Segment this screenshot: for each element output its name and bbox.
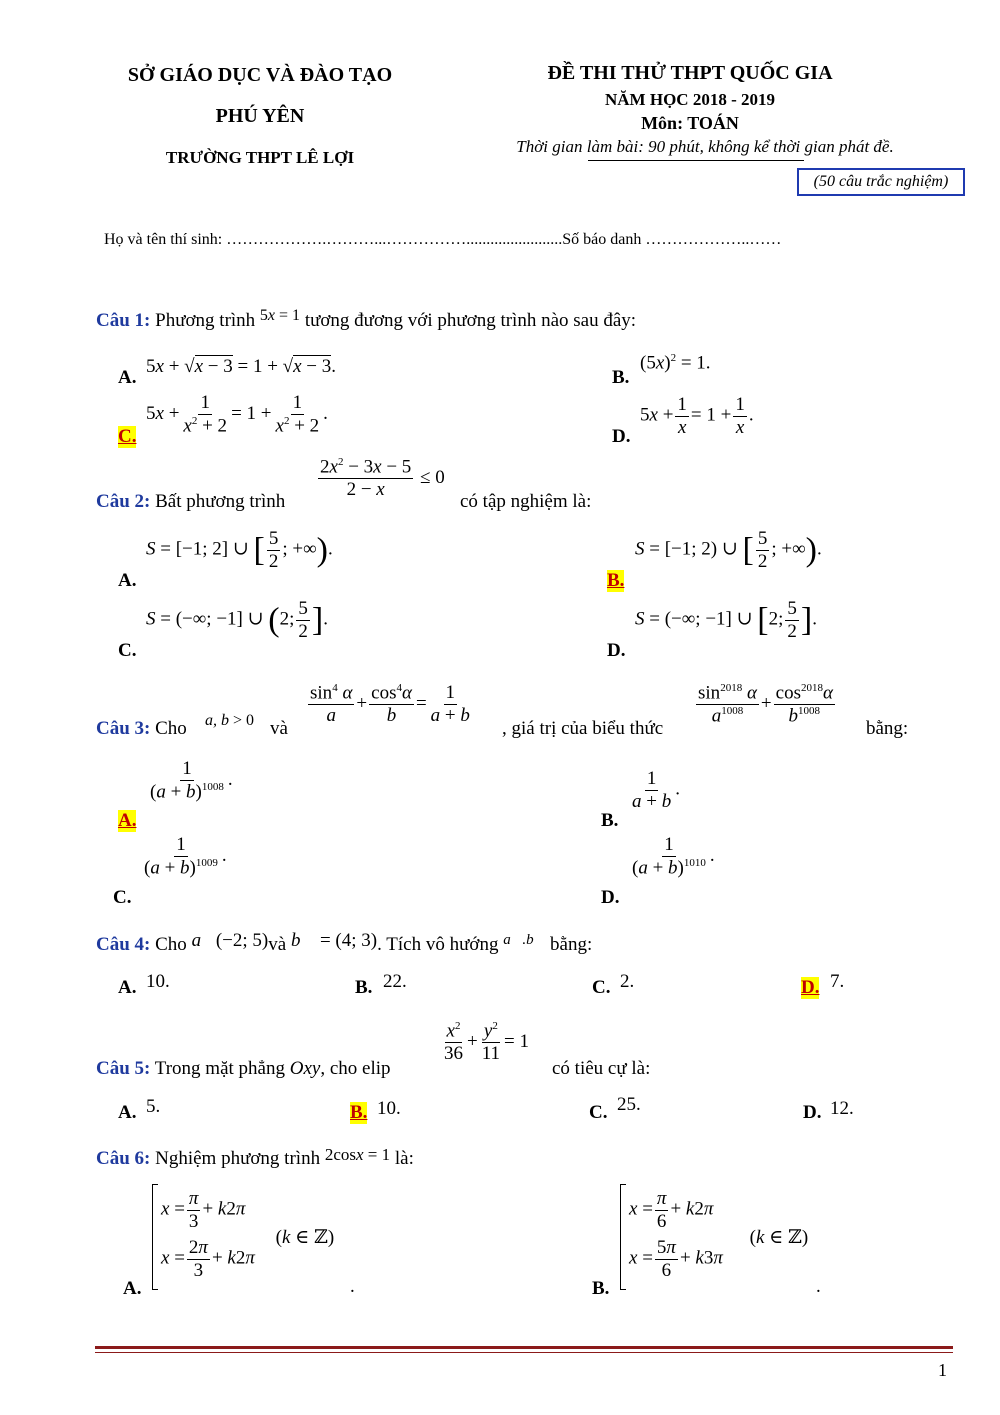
q5-option-c: 25. — [617, 1094, 641, 1115]
question-5-tail: có tiêu cự là: — [552, 1058, 651, 1079]
dept-name: SỞ GIÁO DỤC VÀ ĐÀO TẠO — [127, 64, 393, 86]
q6-option-a-period: . — [350, 1276, 355, 1297]
q5-option-d: 12. — [830, 1098, 854, 1119]
q3-expression: $\frac{\sin^{2018} \alpha}{a^{1008}}$ + $\frac{\cos^{2018}\alpha}{b^{1008}}$ — [698, 682, 833, 727]
q4-option-b-letter: B. — [355, 977, 373, 998]
q3-conj: và — [270, 718, 288, 739]
q3-mid: , giá trị của biểu thức — [502, 718, 664, 739]
question-3-label: Câu 3: — [96, 718, 151, 739]
q2-option-b-letter: B. — [607, 570, 625, 591]
question-1-label: Câu 1: — [96, 310, 151, 331]
province-name: PHÚ YÊN — [215, 105, 305, 127]
q3-option-a: $\frac{1}{(a + b)^{1008}}$ . — [150, 758, 233, 803]
question-6: Câu 6: Nghiệm phương trình 2cosx = 1 là: — [96, 1145, 414, 1169]
q4-vector-b: b⃗ = (4; 3) — [290, 930, 378, 951]
q1-option-b: $(5x)^2 = 1$. — [640, 352, 711, 374]
q4-option-d-letter: D. — [801, 977, 820, 998]
q4-option-a: 10. — [146, 971, 170, 992]
q1-option-d: 5x + $\frac{1}{x}$ = 1 + $\frac{1}{x}$ . — [640, 394, 754, 438]
q5-option-a-letter: A. — [118, 1102, 137, 1123]
q5-option-d-letter: D. — [803, 1102, 822, 1123]
q4-vector-a: a⃗(−2; 5) — [191, 930, 269, 951]
q1-option-c-letter: C. — [118, 426, 137, 447]
q2-inequality: $\frac{2x^2 - 3x - 5}{2 - x}$ ≤ 0 — [320, 456, 445, 501]
q3-option-d-letter: D. — [601, 887, 620, 908]
question-5-text: Câu 5: Trong mặt phẳng Oxy, cho elip — [96, 1058, 391, 1079]
header-underline — [588, 160, 804, 161]
question-2-text: Câu 2: Bất phương trình — [96, 491, 286, 512]
footer-rule-thin — [95, 1352, 953, 1353]
q4-option-b: 22. — [383, 971, 407, 992]
q1-option-a-letter: A. — [118, 367, 137, 388]
question-2-tail: có tập nghiệm là: — [460, 491, 592, 512]
q3-option-c: $\frac{1}{(a + b)^{1009}}$ . — [144, 834, 227, 879]
footer-rule-thick — [95, 1346, 953, 1349]
candidate-info-line: Họ và tên thí sinh: ……………….………...……………........................Số báo danh ………………..…… — [104, 231, 782, 248]
q2-option-d-letter: D. — [607, 640, 626, 661]
q3-option-a-letter: A. — [118, 810, 137, 831]
q3-option-b-letter: B. — [601, 810, 619, 831]
q2-option-a: S = [−1; 2] ∪ [ $\frac{5}{2}$ ; +∞). — [146, 528, 333, 572]
q5-option-b-letter: B. — [350, 1102, 368, 1123]
q1-option-d-letter: D. — [612, 426, 631, 447]
question-3-text: Câu 3: Cho — [96, 718, 187, 739]
q1-option-b-letter: B. — [612, 367, 630, 388]
q2-option-c-letter: C. — [118, 640, 137, 661]
page-number: 1 — [938, 1360, 947, 1380]
q6-option-b: x = $\frac{\pi}{6}$ + k2π x = $\frac{5\pi}{6}$ + k3π (k ∈ ℤ) — [620, 1184, 808, 1290]
question-6-label: Câu 6: — [96, 1148, 151, 1169]
q4-option-a-letter: A. — [118, 977, 137, 998]
q4-option-c: 2. — [620, 971, 635, 992]
q4-option-c-letter: C. — [592, 977, 611, 998]
q6-option-b-letter: B. — [592, 1278, 610, 1299]
q6-option-b-period: . — [816, 1276, 821, 1297]
q3-condition: a, b > 0 — [205, 712, 255, 729]
q3-option-c-letter: C. — [113, 887, 132, 908]
question-1: Câu 1: Phương trình $^{5x = 1}$ tương đương với phương trình nào sau đây: — [96, 307, 637, 331]
q3-option-d: $\frac{1}{(a + b)^{1010}}$ . — [632, 834, 715, 879]
q2-option-b: S = [−1; 2) ∪ [ $\frac{5}{2}$ ; +∞). — [635, 528, 822, 572]
question-5-label: Câu 5: — [96, 1058, 151, 1079]
q5-ellipse: $\frac{x^2}{36}$ + $\frac{y^2}{11}$ = 1 — [444, 1020, 529, 1065]
q2-option-d: S = (−∞; −1] ∪ [2; $\frac{5}{2}$ ]. — [635, 598, 817, 642]
q1-option-c: 5x + $\frac{1}{x^2 + 2}$ = 1 + $\frac{1}{x^2 + 2}$ . — [146, 392, 328, 437]
exam-title: ĐỀ THI THỬ THPT QUỐC GIA — [547, 62, 833, 84]
q6-equation: 2cosx = 1 — [324, 1145, 391, 1164]
question-count-box: (50 câu trắc nghiệm) — [797, 168, 965, 196]
q2-option-c: S = (−∞; −1] ∪ (2; $\frac{5}{2}$ ]. — [146, 598, 328, 642]
q6-option-a-letter: A. — [123, 1278, 142, 1299]
q1-option-a: 5x + √x − 3 = 1 + √x − 3. — [146, 356, 337, 377]
q2-option-a-letter: A. — [118, 570, 137, 591]
school-name: TRƯỜNG THPT LÊ LỢI — [165, 148, 355, 167]
q3-tail: bằng: — [866, 718, 909, 739]
school-year: NĂM HỌC 2018 - 2019 — [605, 90, 775, 109]
question-2-label: Câu 2: — [96, 491, 151, 512]
q1-equation: 5x = 1 — [259, 307, 301, 324]
q6-option-a: x = $\frac{\pi}{3}$ + k2π x = $\frac{2\pi}{3}$ + k2π (k ∈ ℤ) — [152, 1184, 334, 1290]
q4-option-d: 7. — [830, 971, 845, 992]
q5-option-b: 10. — [377, 1098, 401, 1119]
time-note: Thời gian làm bài: 90 phút, không kể thời gian phát đề. — [516, 137, 894, 156]
question-4: Câu 4: Cho a⃗(−2; 5)và b⃗ = (4; 3). Tích vô hướng $^{a⃗.b⃗}$ bằng: — [96, 930, 593, 955]
question-4-label: Câu 4: — [96, 934, 151, 955]
q3-hypothesis: $\frac{\sin^4 \alpha}{a}$ + $\frac{\cos^4\alpha}{b}$ = $\frac{1}{a + b}$ — [310, 682, 470, 727]
q5-option-a: 5. — [146, 1096, 161, 1117]
q3-option-b: $\frac{1}{a + b}$ . — [632, 768, 680, 812]
q5-option-c-letter: C. — [589, 1102, 608, 1123]
q4-dot-product: a⃗.b⃗ — [503, 932, 546, 948]
subject: Môn: TOÁN — [641, 113, 739, 133]
